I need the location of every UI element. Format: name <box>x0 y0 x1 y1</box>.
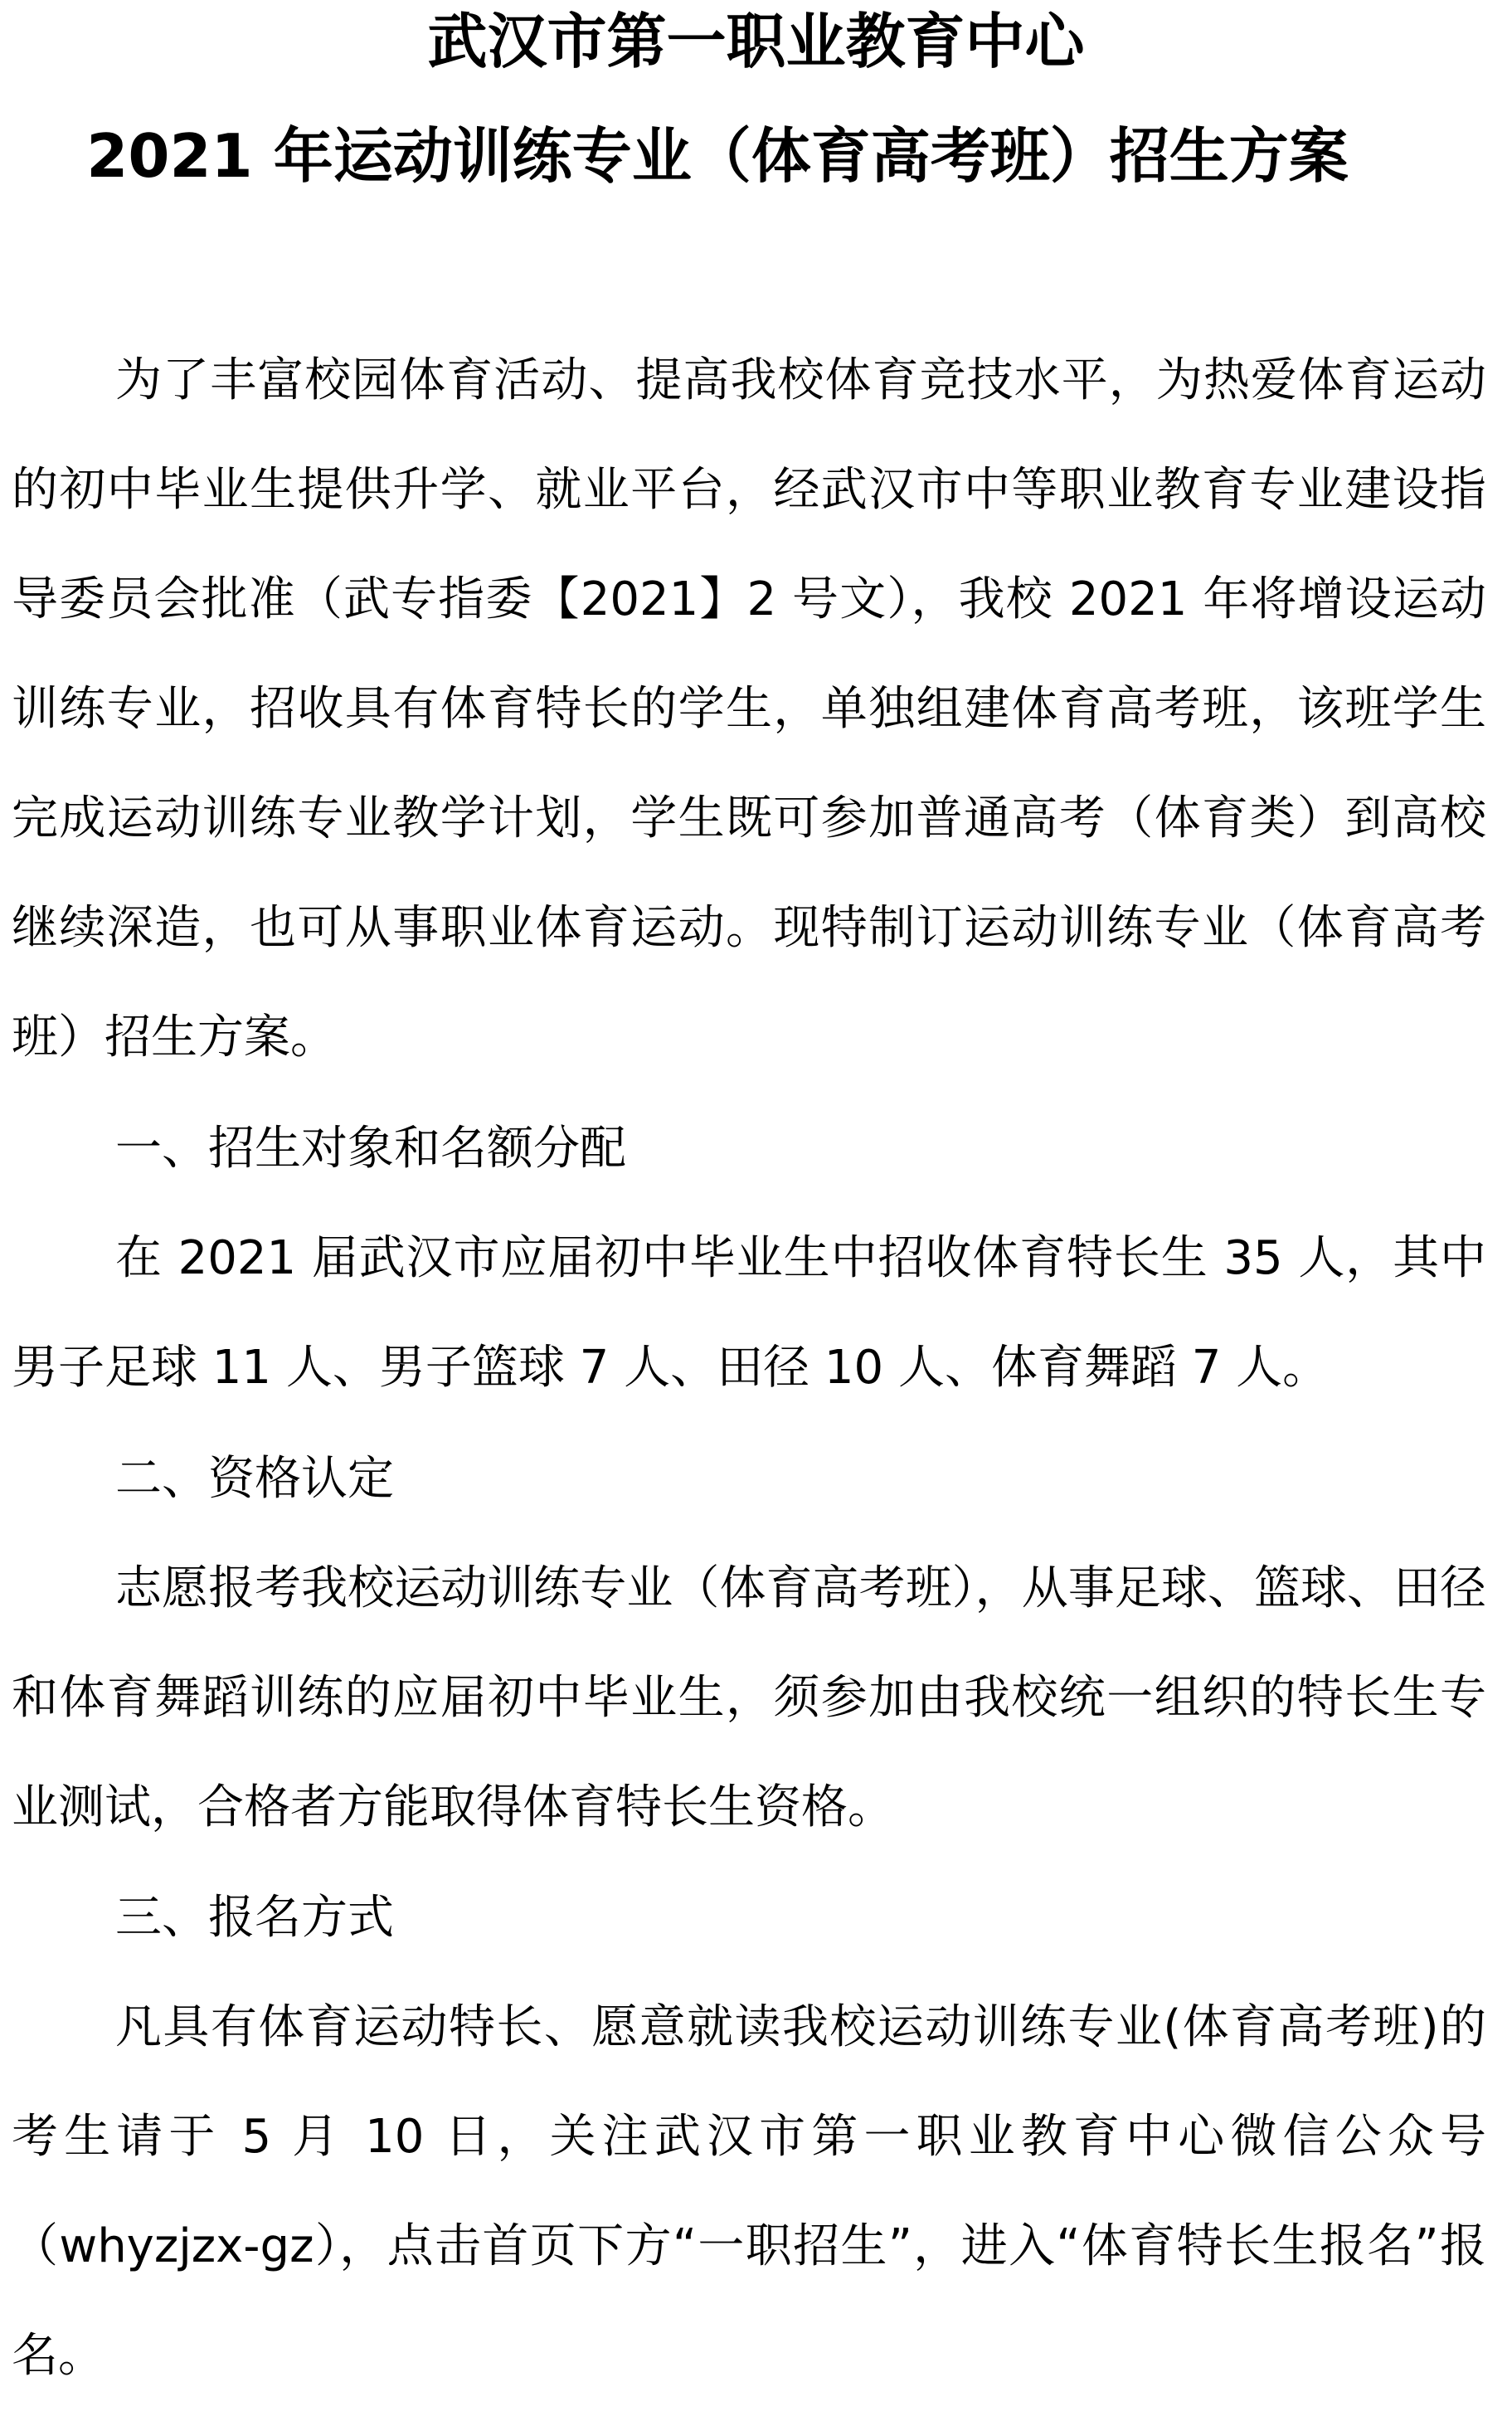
section-heading-enrollment: 一、招生对象和名额分配 <box>115 1122 626 1176</box>
section-body-qualification: 志愿报考我校运动训练专业（体育高考班），从事足球、篮球、田径和体育舞蹈训练的应届初中毕业生，须参加由我校统一组织的特长生专业测试，合格者方能取得体育特长生资格。 <box>12 1561 1486 1834</box>
section-body-registration: 凡具有体育运动特长、愿意就读我校运动训练专业(体育高考班)的考生请于 5 月 10 日，关注武汉市第一职业教育中心微信公众号（whyzjzx-gz），点击首页下方“一职招生”，进入“体育特长生报名”报名。 <box>12 2000 1486 2383</box>
title-line-plan: 2021 年运动训练专业（体育高考班）招生方案 <box>86 121 1349 191</box>
intro-paragraph: 为了丰富校园体育活动、提高我校体育竞技水平，为热爱体育运动的初中毕业生提供升学、就业平台，经武汉市中等职业教育专业建设指导委员会批准（武专指委【2021】2 号文），我校 2021 年将增设运动训练专业，招收具有体育特长的学生，单独组建体育高考班，该班学生完成运动训练专业教学计划，学生既可参加普通高考（体育类）到高校继续深造，也可从事职业体育运动。现特制订运动训练专业（体育高考班）招生方案。 <box>12 353 1486 1064</box>
section-body-enrollment: 在 2021 届武汉市应届初中毕业生中招收体育特长生 35 人，其中男子足球 11 人、男子篮球 7 人、田径 10 人、体育舞蹈 7 人。 <box>12 1231 1486 1395</box>
section-heading-registration: 三、报名方式 <box>115 1891 394 1945</box>
title-line-school: 武汉市第一职业教育中心 <box>427 7 1085 76</box>
section-heading-qualification: 二、资格认定 <box>115 1452 394 1506</box>
